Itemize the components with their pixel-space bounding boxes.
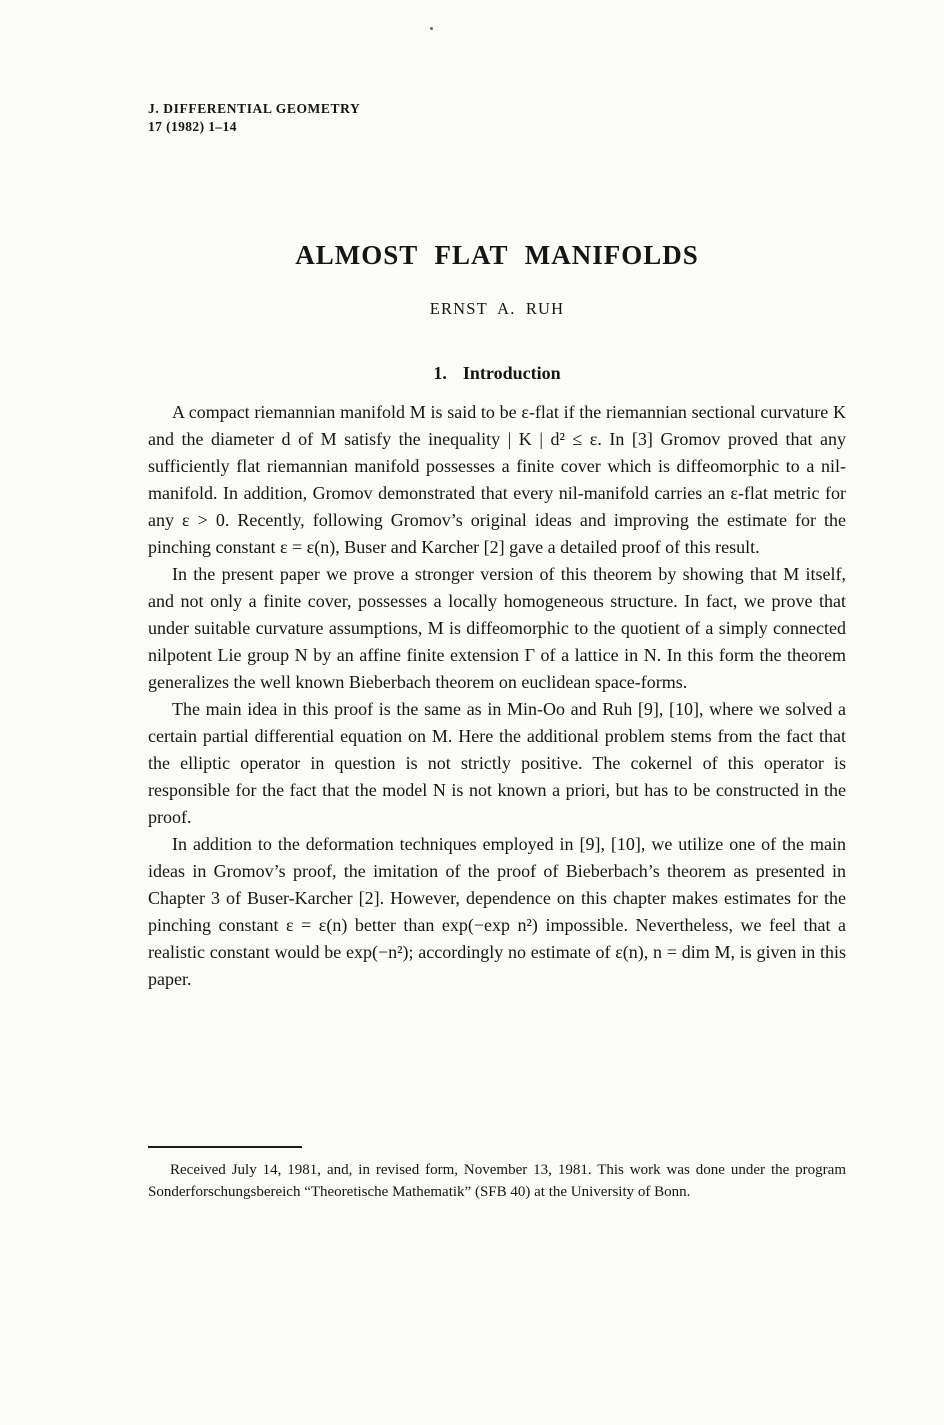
paper-title: ALMOST FLAT MANIFOLDS xyxy=(295,240,699,270)
paragraph: A compact riemannian manifold M is said to be ε-flat if the riemannian sectional curvature K and the diameter d of M satisfy the inequality | K | d² ≤ ε. In [3] Gromov proved that any sufficiently flat riemannian manifold possesses a finite cover which is diffeomorphic to a nil-manifold. In addition, Gromov demonstrated that every nil-manifold carries an ε-flat metric for any ε > 0. Recently, following Gromov’s original ideas and improving the estimate for the pinching constant ε = ε(n), Buser and Karcher [2] gave a detailed proof of this result. xyxy=(148,402,846,557)
section-number: 1. xyxy=(433,363,447,383)
journal-header xyxy=(148,100,846,136)
paper-content xyxy=(148,0,846,993)
section-title: Introduction xyxy=(462,363,561,383)
footnote-rule xyxy=(148,1146,302,1148)
paragraph: In the present paper we prove a stronger version of this theorem by showing that M itself, and not only a finite cover, possesses a locally homogeneous structure. In fact, we prove that under suitable curvature assumptions, M is diffeomorphic to the quotient of a simply connected nilpotent Lie group N by an affine finite extension Γ of a lattice in N. In this form the theorem generalizes the well known Bieberbach theorem on euclidean space-forms. xyxy=(148,564,846,692)
section-heading xyxy=(148,363,846,384)
journal-citation: 17 (1982) 1–14 xyxy=(148,119,237,134)
footnote-text: Received July 14, 1981, and, in revised form, November 13, 1981. This work was done under the program Sonderforschungsbereich “Theoretische Mathematik” (SFB 40) at the University of Bonn. xyxy=(148,1162,846,1200)
author-name: ERNST A. RUH xyxy=(429,299,565,318)
footnote-block xyxy=(148,1146,846,1203)
paragraph: The main idea in this proof is the same as in Min-Oo and Ruh [9], [10], where we solved a certain partial differential equation on M. Here the additional problem stems from the fact that the elliptic operator in question is not strictly positive. The cokernel of this operator is responsible for the fact that the model N is not known a priori, but has to be constructed in the proof. xyxy=(148,699,846,827)
paper-body xyxy=(148,399,846,993)
journal-name: J. DIFFERENTIAL GEOMETRY xyxy=(148,101,361,116)
paragraph: In addition to the deformation techniques employed in [9], [10], we utilize one of the main ideas in Gromov’s proof, the imitation of the proof of Bieberbach’s theorem as presented in Chapter 3 of Buser-Karcher [2]. However, dependence on this chapter makes estimates for the pinching constant ε = ε(n) better than exp(−exp n²) impossible. Nevertheless, we feel that a realistic constant would be exp(−n²); accordingly no estimate of ε(n), n = dim M, is given in this paper. xyxy=(148,834,846,989)
